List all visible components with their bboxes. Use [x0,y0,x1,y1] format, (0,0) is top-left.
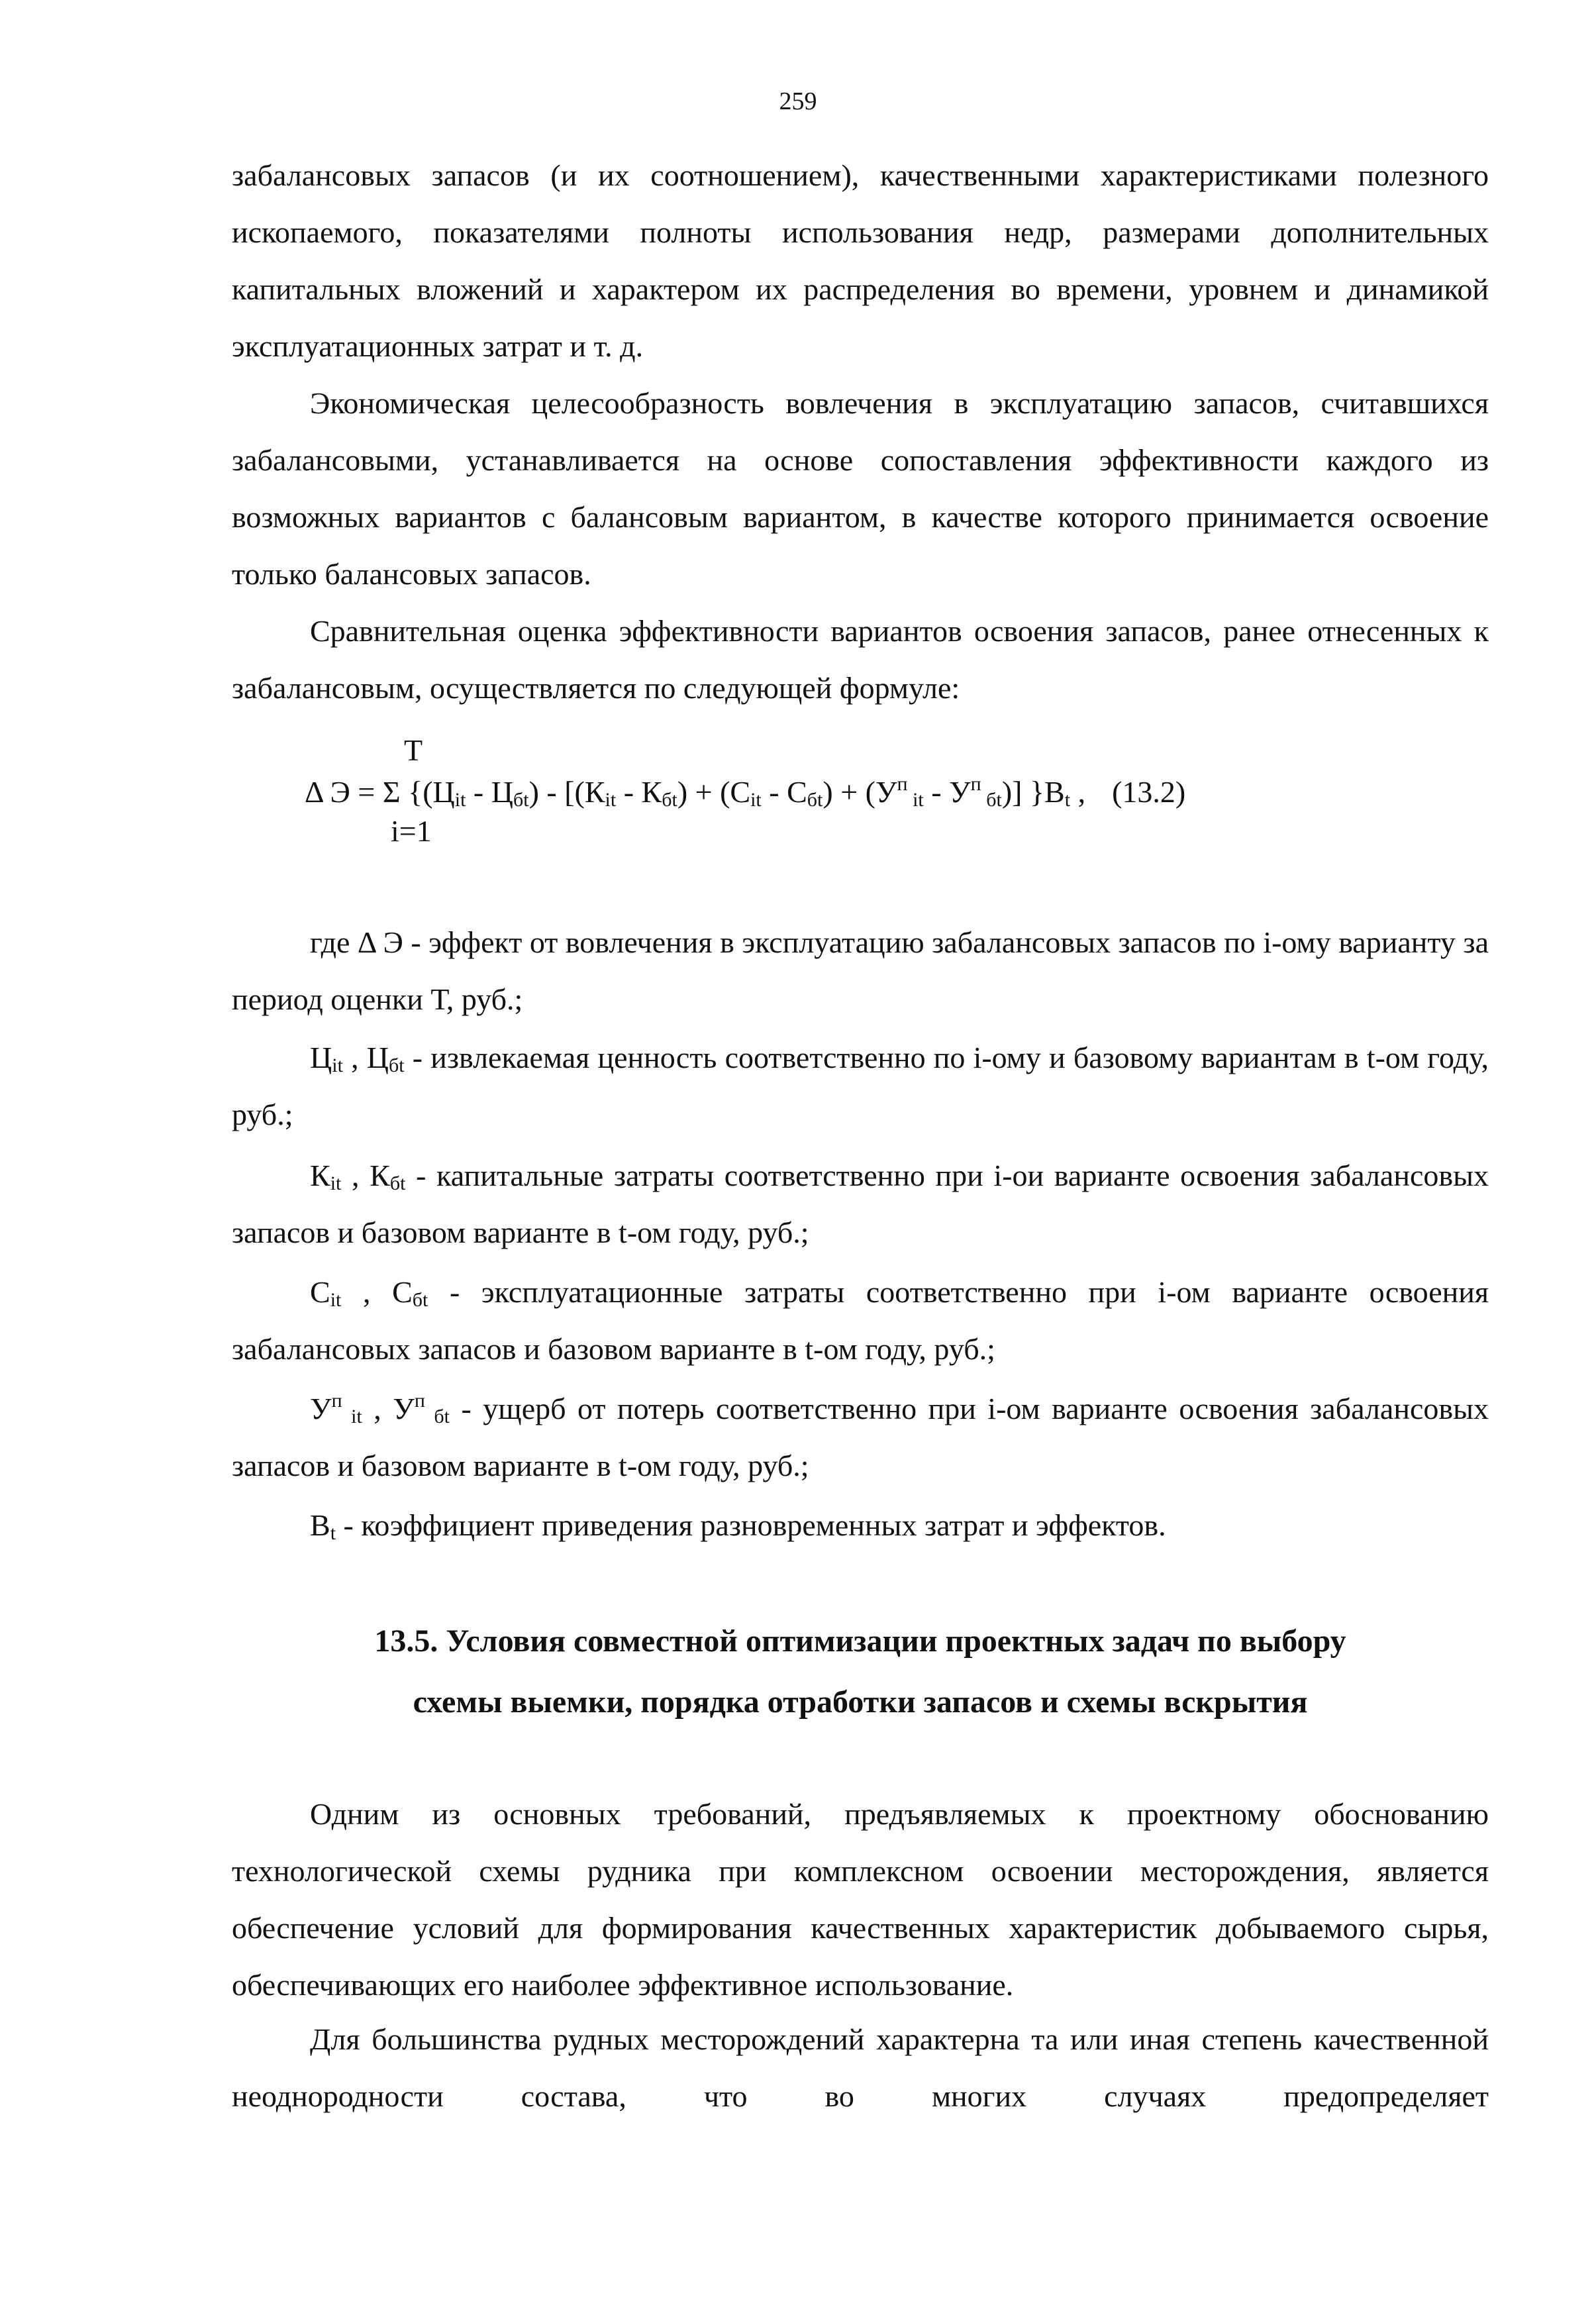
formula-body: Δ Э = Σ {$(Ц_{it} - Ц_{бt}) - [(К_{it} - К_{бt}) + (С_{it} - С_{бt}) + (У^п$ $_{it} - У^п$ $_{бt}$)] }$В_t$ , (13.2) [305,773,1186,811]
paragraph-economic-feasibility: Экономическая целесообразность вовлечения в эксплуатацию запасов, считавшихся забалансовыми, устанавливается на основе сопоставления эффективности каждого из возможных вариантов с балансовым вариантом, в качестве которого принимается освоение только балансовых запасов. [232,386,1489,591]
paragraph-ore-deposits: Для большинства рудных месторождений характерна та или иная степень качественной неоднородности состава, что во многих случаях предопределяет [232,2022,1489,2113]
page-number: 259 [779,87,817,115]
formula-upper-limit: T [404,733,423,767]
paragraph-comparative-estimate: Сравнительная оценка эффективности вариантов освоения запасов, ранее отнесенных к забалансовым, осуществляется по следующей формуле: [232,614,1489,705]
formula-lower-limit: i=1 [391,814,432,848]
definition-discount-coefficient: $В_t$ - коэффициент приведения разновременных затрат и эффектов. [310,1508,1166,1544]
section-heading-line1: 13.5. Условия совместной оптимизации проектных задач по выбору [374,1623,1346,1659]
definition-operating-costs: $С_{it}$ , $С_{бt}$ - эксплуатационные затраты соответственно при i-ом варианте освоения забалансовых запасов и базовом варианте в t-ом году, руб.; [232,1275,1489,1366]
paragraph-continuation: забалансовых запасов (и их соотношением), качественными характеристиками полезного ископаемого, показателями полноты использования недр, размерами дополнительных капитальных вложений и характером их распределения во времени, уровнем и динамикой эксплуатационных затрат и т. д. [232,158,1489,363]
definition-loss-damage: $У^п$ $_{it}$ , $У^п$ $_{бt}$ - ущерб от потерь соответственно при i-ом варианте освоения забалансовых запасов и базовом варианте в t-ом году, руб.; [232,1390,1489,1482]
formula-label: (13.2) [1112,775,1186,809]
section-heading-line2: схемы выемки, порядка отработки запасов и схемы вскрытия [413,1684,1308,1720]
section-heading [232,1611,1489,1733]
paragraph-requirements: Одним из основных требований, предъявляемых к проектному обоснованию технологической схемы рудника при комплексном освоении месторождения, является обеспечение условий для формирования качественных характеристик добываемого сырья, обеспечивающих его наиболее эффективное использование. [232,1797,1489,2002]
definition-capital-costs: $К_{it}$ , $К_{бt}$ - капитальные затраты соответственно при i-ои варианте освоения забалансовых запасов и базовом варианте в t-ом году, руб.; [232,1159,1489,1249]
definition-delta-e: где Δ Э - эффект от вовлечения в эксплуатацию забалансовых запасов по i-ому варианту за период оценки Т, руб.; [232,925,1489,1016]
definition-value: $Ц_{it}$ , $Ц_{бt}$ - извлекаемая ценность соответственно по i-ому и базовому вариантам в t-ом году, руб.; [232,1041,1489,1131]
formula-13-2 [305,734,1430,866]
